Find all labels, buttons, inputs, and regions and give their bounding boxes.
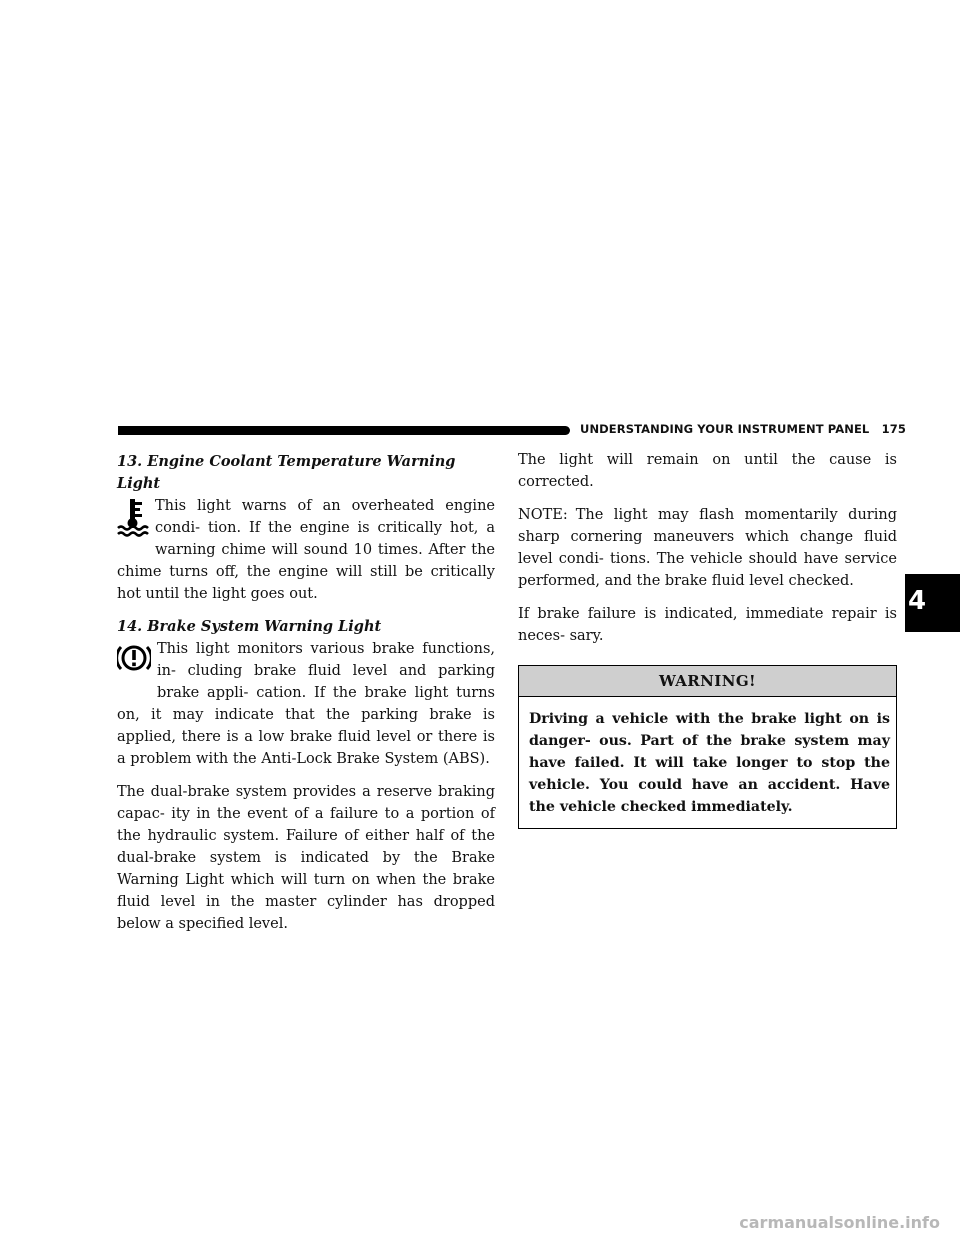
coolant-body: This light warns of an overheated engine condi- tion. If the engine is critically hot, a warning chime will sound 10 times. After the chime turns off, the engine will still be critically hot until the light goes out. [117,498,495,602]
header-title [580,422,906,436]
left-column [117,449,495,946]
failure-paragraph: If brake failure is indicated, immediate repair is neces- sary. [518,606,897,644]
brake-warning-icon [117,640,151,684]
coolant-temperature-icon [117,497,149,541]
dual-brake-paragraph: The dual-brake system provides a reserve braking capac- ity in the event of a failure to a portion of the hydraulic system. Failure of either half of the dual-brake system is indicated by the Brake Warning Light which will turn on when the brake fluid level in the master cylinder has dropped below a specified level. [117,784,495,932]
warning-box [518,665,897,829]
warning-title: WARNING! [519,666,896,697]
section-title: UNDERSTANDING YOUR INSTRUMENT PANEL [580,422,870,436]
note-text: The light may flash momentarily during sharp cornering maneuvers which change fluid level condi- tions. The vehicle should have service performed, and the brake fluid level checked. [518,507,897,589]
brake-body: This light monitors various brake functions, in- cluding brake fluid level and parking brake appli- cation. If the brake light turns on, it may indicate that the parking brake is applied, there is a low brake fluid level or there is a problem with the Anti-Lock Brake System (ABS). [117,641,495,767]
page-number: 175 [881,422,906,436]
chapter-tab [905,574,960,632]
chapter-number: 4 [908,586,927,616]
brake-section [117,638,495,770]
brake-heading: 14. Brake System Warning Light [117,618,382,635]
remain-paragraph: The light will remain on until the cause is corrected. [518,452,897,490]
warning-text: Driving a vehicle with the brake light on is danger- ous. Part of the brake system may have failed. It will take longer to stop the vehicle. You could have an accident. Have the vehicle checked immediately. [529,711,890,815]
watermark: carmanualsonline.info [739,1213,940,1232]
coolant-heading: 13. Engine Coolant Temperature Warning Light [117,453,456,492]
right-column [518,449,897,829]
note-label: NOTE: [518,507,568,523]
page-header [118,422,906,436]
note-paragraph [518,504,897,592]
coolant-section [117,495,495,605]
header-rule [118,426,570,435]
